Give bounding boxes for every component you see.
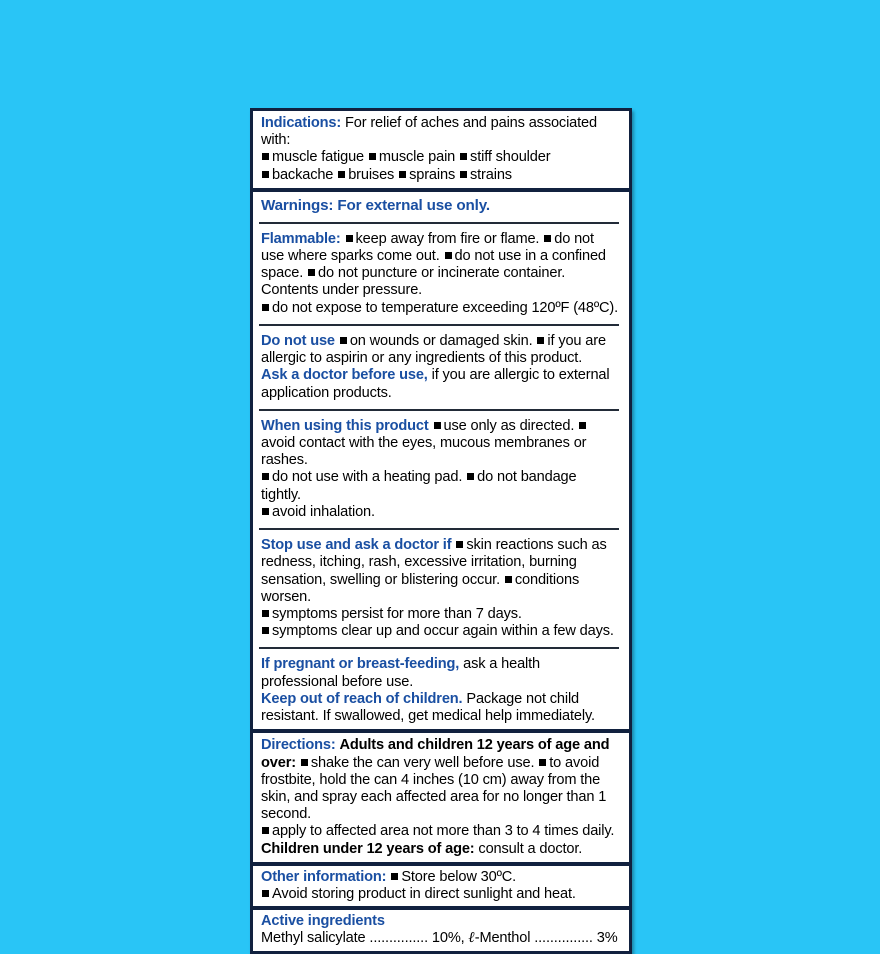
subsection-divider-thin	[259, 324, 619, 326]
square-bullet-icon	[346, 235, 353, 242]
indications-item-5: sprains	[409, 166, 456, 183]
square-bullet-icon	[340, 337, 347, 344]
flammable-text-b: do not use where sparks come out.	[261, 230, 594, 265]
warnings-heading-rest: For external use only.	[337, 196, 490, 214]
square-bullet-icon	[460, 171, 467, 178]
drug-facts-label-panel	[250, 108, 632, 954]
active-ingredients-block	[253, 910, 629, 951]
when-using-text-b: avoid contact with the eyes, mucous membranes or rashes.	[261, 435, 587, 469]
flammable-text-d: do not puncture or incinerate container. Contents under pressure.	[261, 265, 566, 299]
square-bullet-icon	[301, 759, 308, 766]
stop-use-text-a: skin reactions such as redness, itching, rash, excessive irritation, burning sensation, swelling or blistering occur.	[261, 537, 607, 588]
do-not-use-text-b: if you are allergic to aspirin or any ingredients of this product.	[261, 332, 606, 367]
directions-heading: Directions:	[261, 737, 336, 754]
ingredient-1-name: Methyl salicylate	[261, 930, 366, 947]
flammable-heading: Flammable:	[261, 230, 341, 247]
square-bullet-icon	[369, 153, 376, 160]
square-bullet-icon	[467, 473, 474, 480]
other-information-block	[253, 866, 629, 906]
indications-item-2: stiff shoulder	[470, 149, 551, 166]
square-bullet-icon	[544, 235, 551, 242]
square-bullet-icon	[434, 422, 441, 429]
square-bullet-icon	[262, 473, 269, 480]
other-information-section	[253, 866, 629, 906]
ingredient-2-name: -Menthol	[474, 930, 531, 947]
indications-item-4: bruises	[348, 166, 395, 183]
ask-doctor-body: if you are allergic to external application products.	[261, 367, 610, 401]
directions-text-c: apply to affected area not more than 3 to 4 times daily.	[272, 823, 615, 840]
ingredient-2-prefix: ℓ	[468, 930, 475, 947]
keep-out-heading: Keep out of reach of children.	[261, 690, 463, 707]
directions-adults-heading: Adults and children 12 years of age and over:	[261, 737, 610, 771]
directions-section	[253, 733, 629, 862]
square-bullet-icon	[262, 627, 269, 634]
ask-doctor-heading: Ask a doctor before use,	[261, 367, 428, 384]
flammable-temp-line	[261, 300, 619, 317]
indications-item-1: muscle pain	[378, 149, 456, 166]
stop-use-text-c: symptoms persist for more than 7 days.	[272, 605, 522, 622]
when-using-line-4	[261, 504, 619, 521]
square-bullet-icon	[262, 890, 269, 897]
do-not-use-heading: Do not use	[261, 332, 335, 349]
flammable-text-e: do not expose to temperature exceeding 120ºF (48ºC).	[272, 299, 619, 316]
indications-item-3: backache	[272, 166, 334, 183]
directions-text-a: shake the can very well before use.	[310, 754, 535, 771]
indications-item-0: muscle fatigue	[272, 149, 364, 166]
directions-text-b: to avoid frostbite, hold the can 4 inches (10 cm) away from the skin, and spray each affected area for no longer than 1 second.	[261, 754, 607, 823]
square-bullet-icon	[338, 171, 345, 178]
flammable-text	[261, 231, 619, 300]
other-info-text-b: Avoid storing product in direct sunlight and heat.	[272, 886, 576, 903]
active-ingredients-heading-line	[261, 913, 619, 930]
square-bullet-icon	[579, 422, 586, 429]
stop-use-text-d: symptoms clear up and occur again within a few days.	[272, 623, 614, 640]
indications-block	[253, 111, 629, 188]
square-bullet-icon	[262, 508, 269, 515]
do-not-use-text-a: on wounds or damaged skin.	[349, 332, 533, 349]
square-bullet-icon	[456, 541, 463, 548]
when-using-text-d: do not bandage tightly.	[261, 469, 577, 503]
when-using-text	[261, 418, 619, 470]
directions-block	[253, 733, 629, 862]
other-info-text-a: Store below 30ºC.	[401, 868, 517, 885]
active-ingredients-heading: Active ingredients	[261, 913, 385, 930]
square-bullet-icon	[505, 576, 512, 583]
pregnant-heading: If pregnant or breast-feeding,	[261, 656, 460, 673]
ask-doctor-text	[261, 367, 619, 401]
square-bullet-icon	[262, 610, 269, 617]
indications-intro-line	[261, 115, 619, 149]
warnings-heading: Warnings:	[261, 196, 334, 214]
square-bullet-icon	[460, 153, 467, 160]
flammable-block	[253, 227, 629, 321]
directions-children-heading: Children under 12 years of age:	[261, 840, 475, 857]
ingredient-2-dots: ...............	[534, 930, 593, 947]
when-using-text-e: avoid inhalation.	[272, 503, 375, 520]
square-bullet-icon	[539, 759, 546, 766]
square-bullet-icon	[537, 337, 544, 344]
when-using-block	[253, 414, 629, 525]
directions-line-5	[261, 823, 619, 840]
warnings-heading-line	[261, 197, 619, 215]
pregnant-body: ask a health professional before use.	[261, 656, 541, 690]
when-using-text-a: use only as directed.	[443, 417, 575, 434]
do-not-use-block	[253, 329, 629, 406]
subsection-divider-thin	[259, 528, 619, 530]
subsection-divider-thin	[259, 222, 619, 224]
warnings-heading-block	[253, 192, 629, 219]
indications-section	[253, 111, 629, 188]
square-bullet-icon	[262, 153, 269, 160]
when-using-line-3	[261, 469, 619, 503]
directions-children-text: consult a doctor.	[478, 840, 583, 857]
warnings-section	[253, 192, 629, 729]
square-bullet-icon	[262, 171, 269, 178]
pregnant-text	[261, 656, 619, 690]
directions-children-line	[261, 841, 619, 858]
square-bullet-icon	[391, 873, 398, 880]
flammable-text-c: do not use in a confined space.	[261, 248, 606, 282]
directions-text	[261, 737, 619, 823]
square-bullet-icon	[262, 304, 269, 311]
indications-line-3	[261, 167, 619, 184]
square-bullet-icon	[262, 827, 269, 834]
stop-use-text	[261, 537, 619, 606]
other-info-line-2	[261, 886, 619, 903]
indications-item-6: strains	[470, 166, 512, 183]
stop-use-block	[253, 533, 629, 644]
indications-intro-text: For relief of aches and pains associated with:	[261, 115, 597, 149]
keep-out-body: Package not child resistant. If swallowed, get medical help immediately.	[261, 690, 595, 725]
square-bullet-icon	[308, 269, 315, 276]
other-info-line-1	[261, 869, 619, 886]
stop-use-line-4	[261, 606, 619, 623]
when-using-text-c: do not use with a heating pad.	[272, 469, 463, 486]
do-not-use-text	[261, 333, 619, 367]
ingredient-1-dots: ...............	[369, 930, 428, 947]
ingredient-2-amount: 3%	[596, 930, 618, 947]
square-bullet-icon	[445, 252, 452, 259]
active-ingredients-section	[253, 910, 629, 951]
subsection-divider-thin	[259, 647, 619, 649]
stop-use-heading: Stop use and ask a doctor if	[261, 537, 452, 554]
stop-use-line-5	[261, 623, 619, 640]
when-using-heading: When using this product	[261, 417, 429, 434]
other-information-heading: Other information:	[261, 868, 387, 885]
stop-use-text-b: conditions worsen.	[261, 571, 580, 605]
flammable-text-a: keep away from fire or flame.	[355, 230, 540, 247]
subsection-divider-thin	[259, 409, 619, 411]
keep-out-text	[261, 691, 619, 725]
ingredient-1-amount: 10%,	[431, 930, 465, 947]
indications-line-2	[261, 149, 619, 166]
indications-heading: Indications:	[261, 115, 342, 131]
square-bullet-icon	[399, 171, 406, 178]
pregnant-keepout-block	[253, 652, 629, 729]
active-ingredients-values-line	[261, 930, 619, 948]
